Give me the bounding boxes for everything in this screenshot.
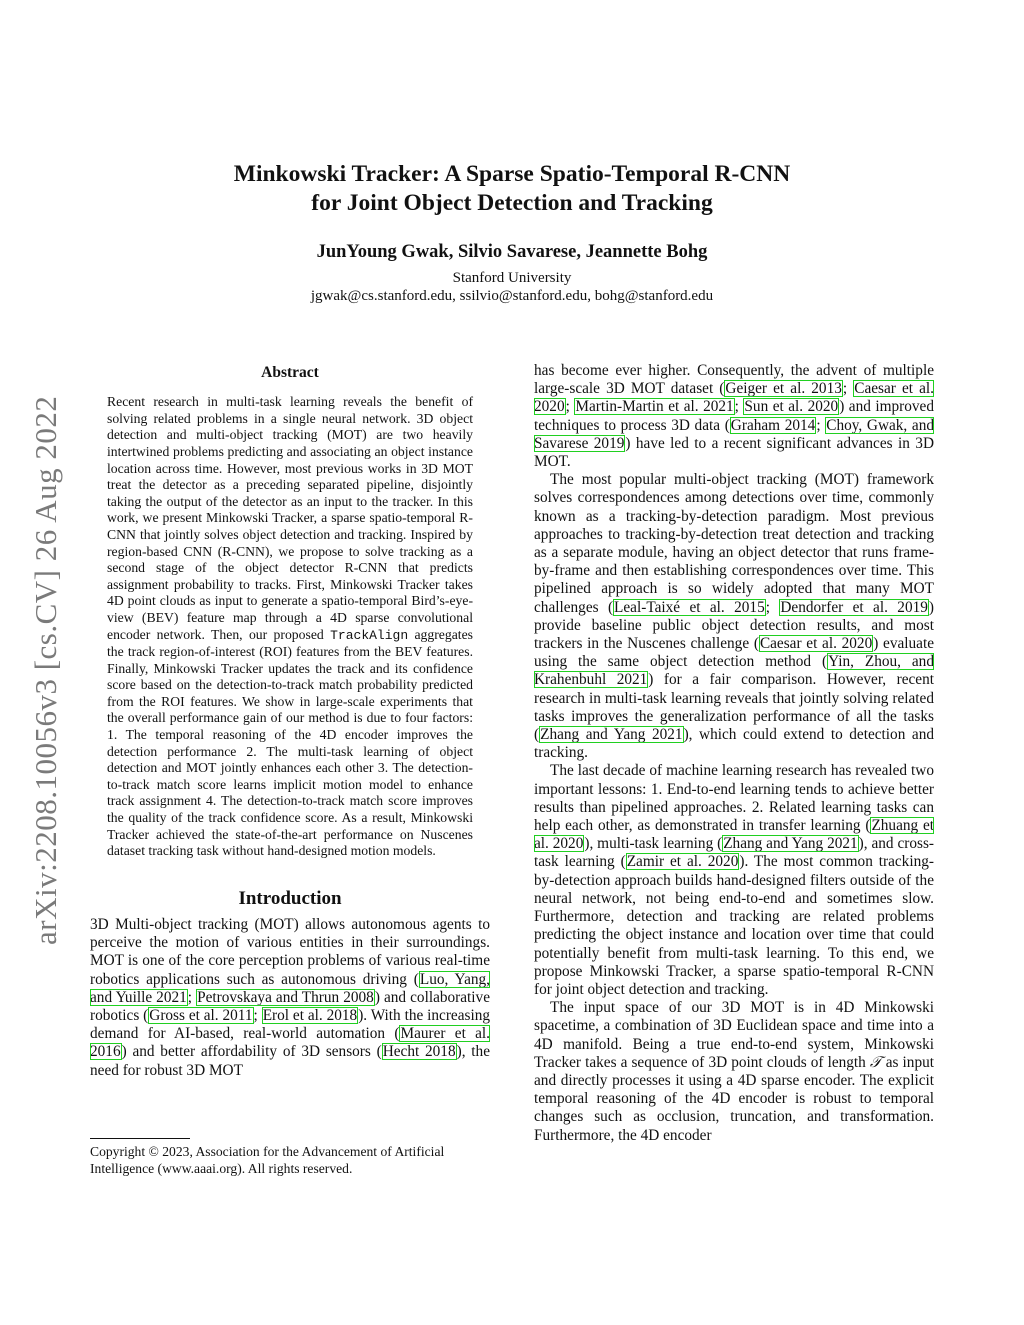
intro-paragraph-1 — [90, 916, 490, 1080]
text-run: ), the need for robust 3D MOT — [90, 1043, 490, 1079]
citation-link[interactable]: Zhang and Yang 2021 — [540, 726, 683, 744]
text-run: ) for a fair comparison. However, recent research in multi-task learning reveals that jointly solving related tasks improves the generalization performance of all the tasks ( — [534, 671, 934, 744]
citation-link[interactable]: Sun et al. 2020 — [744, 398, 839, 416]
introduction-heading: Introduction — [238, 887, 342, 909]
text-run: ; — [816, 416, 826, 434]
citation-link[interactable]: Dendorfer et al. 2019 — [780, 598, 928, 616]
citation-link[interactable]: Maurer et al. 2016 — [90, 1025, 491, 1061]
text-run: ; — [253, 1007, 262, 1025]
text-run: has become ever higher. Consequently, the advent of multiple large-scale 3D MOT dataset ( — [534, 362, 934, 398]
text-run: ) have led to a recent significant advances in 3D MOT. — [534, 434, 934, 471]
text-run: ), multi-task learning ( — [584, 835, 723, 853]
footnote-rule — [90, 1138, 190, 1139]
citation-link[interactable]: Zhuang et al. 2020 — [534, 817, 935, 853]
abstract-heading: Abstract — [261, 364, 319, 381]
text-run: The input space of our 3D MOT is in 4D Minkowski spacetime, a combination of 3D Euclidean space and time into a 4D manifold. Being a true end-to-end system, Minkowski Tracker takes a sequence of 3D point clouds of length — [534, 999, 934, 1071]
text-run: ; — [565, 398, 575, 416]
citation-link[interactable]: Choy, Gwak, and Savarese 2019 — [534, 416, 935, 452]
text-run: ) and improved techniques to process 3D data ( — [534, 398, 934, 434]
trackalign-code-term: TrackAlign — [330, 627, 409, 643]
citation-link[interactable]: Martin-Martin et al. 2021 — [575, 398, 734, 416]
text-run: ) evaluate using the same object detection method ( — [534, 635, 935, 671]
text-run: ), and cross-task learning ( — [534, 835, 934, 871]
intro-paragraph-1-continued — [534, 362, 934, 471]
paper-title — [150, 160, 874, 218]
citation-link[interactable]: Erol et al. 2018 — [262, 1007, 358, 1025]
author-list: JunYoung Gwak, Silvio Savarese, Jeannette Bohg — [316, 242, 708, 262]
citation-link[interactable]: Gross et al. 2011 — [149, 1007, 253, 1025]
text-run: 3D Multi-object tracking (MOT) allows autonomous agents to perceive the motion of various entities in their surroundings. MOT is one of the core perception problems of various real-time robotics applications such as autonomous driving ( — [90, 916, 490, 988]
citation-link[interactable]: Leal-Taixé et al. 2015 — [614, 598, 765, 616]
text-run: ) provide baseline public object detection results, and most trackers in the Nuscenes challenge ( — [534, 598, 934, 653]
sequence-length-symbol: 𝒯 — [869, 1053, 882, 1071]
paper-header — [150, 160, 874, 305]
citation-link[interactable]: Luo, Yang, and Yuille 2021 — [90, 970, 490, 1006]
text-run: ) and better affordability of 3D sensors ( — [121, 1043, 382, 1061]
copyright-footnote — [90, 1138, 490, 1177]
affiliation: Stanford University — [452, 270, 572, 286]
right-column — [534, 362, 934, 1145]
text-run: ). The most common tracking-by-detection approach builds hand-designed filters outside of the neural network, not being end-to-end and sometimes slow. Furthermore, detection and tracking are related problems predicting the object instance and location over time that could potentially benefit from multi-task learning. To this end, we propose Minkowski Tracker, a sparse spatio-temporal R-CNN for joint object detection and tracking. — [534, 853, 934, 998]
citation-link[interactable]: Yin, Zhou, and Krahenbuhl 2021 — [534, 653, 934, 689]
affiliation-block — [150, 269, 874, 305]
text-run: as input and directly processes it using a 4D sparse encoder. The explicit temporal reasoning of the 4D encoder is robust to temporal changes such as occlusion, truncation, and transformation. Furthermore, the 4D encoder — [534, 1053, 934, 1144]
footnote-line-1: Copyright © 2023, Association for the Advancement of Artificial — [90, 1144, 445, 1159]
text-run: ; — [187, 988, 197, 1006]
intro-paragraph-2 — [534, 471, 934, 762]
citation-link[interactable]: Zhang and Yang 2021 — [723, 835, 858, 853]
footnote-line-2: Intelligence (www.aaai.org). All rights reserved. — [90, 1160, 353, 1176]
author-emails: jgwak@cs.stanford.edu, ssilvio@stanford.edu, bohg@stanford.edu — [310, 288, 714, 304]
abstract-text-2: aggregates the track region-of-interest (ROI) features from the BEV features. Finally, Minkowski Tracker updates the track and its confidence score based on the detection-to-track match probability predicted from the ROI features. We show in large-scale experiments that the overall performance gain of our method is due to four factors: 1. The temporal reasoning of the 4D encoder improves the detection performance 2. The multi-task learning of object detection and MOT jointly enhances each other 3. The detection-to-track match score learns implicit motion model to enhance track assignment 4. The detection-to-track match score improves the quality of the track confidence score. As a result, Minkowski Tracker achieved the state-of-the-art performance on Nuscenes dataset tracking task without hand-designed motion models. — [107, 626, 474, 859]
abstract-text-1: Recent research in multi-task learning reveals the benefit of solving related problems in a single neural network. 3D object detection and multi-object tracking (MOT) are two heavily intertwined problems predicting and associating an object instance location across time. However, most previous works in 3D MOT treat the detector as a preceding separated pipeline, disjointly taking the output of the detector as an input to the tracker. In this work, we present Minkowski Tracker, a sparse spatio-temporal R-CNN that jointly solves object detection and tracking. Inspired by region-based CNN (R-CNN), we propose to solve tracking as a second stage of the object detector R-CNN that predicts assignment probability to tracks. First, Minkowski Tracker takes 4D point clouds as input to generate a spatio-temporal Bird’s-eye-view (BEV) feature map through a 4D sparse convolutional encoder network. Then, our proposed — [107, 394, 473, 642]
citation-link[interactable]: Geiger et al. 2013 — [725, 380, 842, 398]
title-line-1: Minkowski Tracker: A Sparse Spatio-Temporal R-CNN — [233, 161, 791, 187]
citation-link[interactable]: Zamir et al. 2020 — [626, 853, 739, 871]
intro-paragraph-3 — [534, 762, 934, 999]
text-run: ). With the increasing demand for AI-based, real-world automation ( — [90, 1007, 491, 1043]
citation-link[interactable]: Caesar et al. 2020 — [759, 635, 873, 653]
citation-link[interactable]: Caesar et al. 2020 — [534, 380, 935, 416]
text-run: The most popular multi-object tracking (MOT) framework solves correspondences among detections over time, commonly known as a tracking-by-detection paradigm. Most previous approaches to tracking-by-detection treat detection and tracking as a separate module, having an object detector that runs frame-by-frame and then establishing correspondences over time. This pipelined approach is so widely adopted that many MOT challenges ( — [534, 471, 934, 616]
abstract-body — [107, 394, 473, 860]
text-run: ) and collaborative robotics ( — [90, 988, 490, 1025]
citation-link[interactable]: Graham 2014 — [730, 416, 816, 434]
text-run: ; — [734, 398, 744, 416]
arxiv-identifier: arXiv:2208.10056v3 [cs.CV] 26 Aug 2022 — [28, 395, 63, 945]
text-run: ; — [842, 380, 854, 398]
text-run: ; — [765, 598, 780, 616]
intro-paragraph-4 — [534, 999, 934, 1145]
text-run: ), which could extend to detection and tracking. — [534, 726, 934, 762]
text-run: The last decade of machine learning research has revealed two important lessons: 1. End-to-end learning tends to achieve better results than pipelined approaches. 2. Related learning tasks can help each other, as demonstrated in transfer learning ( — [534, 762, 934, 835]
citation-link[interactable]: Hecht 2018 — [382, 1043, 456, 1061]
title-line-2: for Joint Object Detection and Tracking — [311, 190, 713, 216]
citation-link[interactable]: Petrovskaya and Thrun 2008 — [197, 988, 374, 1006]
left-column — [90, 362, 490, 1080]
